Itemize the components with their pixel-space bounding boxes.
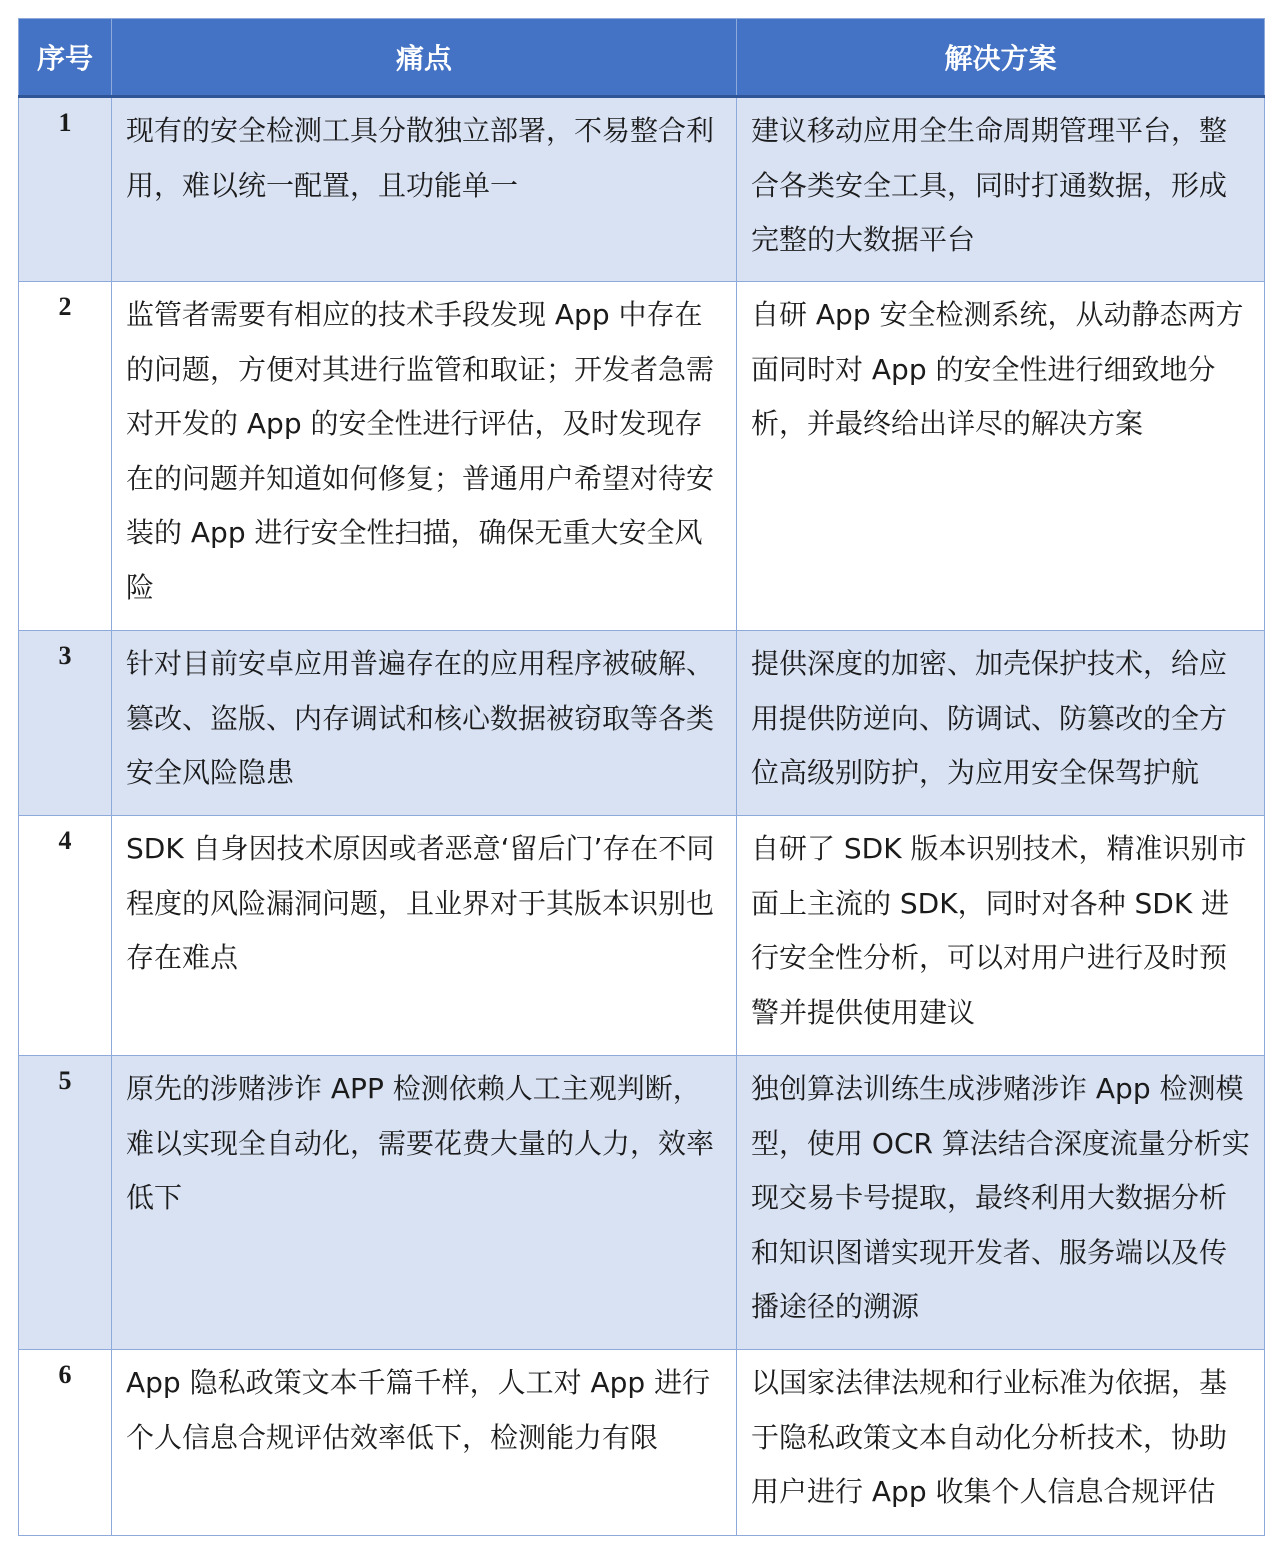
table-row	[19, 282, 1265, 631]
row-number: 5	[19, 1056, 112, 1350]
pain-cell: SDK 自身因技术原因或者恶意‘留后门’存在不同程度的风险漏洞问题，且业界对于其版本识别也存在难点	[112, 816, 737, 1056]
row-number: 1	[19, 97, 112, 282]
pain-solution-table	[18, 18, 1265, 1536]
table-container	[18, 18, 1264, 1536]
solution-cell: 自研了 SDK 版本识别技术，精准识别市面上主流的 SDK，同时对各种 SDK 进行安全性分析，可以对用户进行及时预警并提供使用建议	[737, 816, 1265, 1056]
pain-cell: 现有的安全检测工具分散独立部署，不易整合利用，难以统一配置，且功能单一	[112, 97, 737, 282]
row-number: 4	[19, 816, 112, 1056]
row-number: 6	[19, 1350, 112, 1536]
pain-cell: 监管者需要有相应的技术手段发现 App 中存在的问题，方便对其进行监管和取证；开发者急需对开发的 App 的安全性进行评估，及时发现存在的问题并知道如何修复；普通用户希望对待安装的 App 进行安全性扫描，确保无重大安全风险	[112, 282, 737, 631]
pain-cell: 原先的涉赌涉诈 APP 检测依赖人工主观判断，难以实现全自动化，需要花费大量的人力，效率低下	[112, 1056, 737, 1350]
table-row	[19, 631, 1265, 816]
solution-cell: 以国家法律法规和行业标准为依据，基于隐私政策文本自动化分析技术，协助用户进行 App 收集个人信息合规评估	[737, 1350, 1265, 1536]
table-header-row	[19, 19, 1265, 97]
table-row	[19, 1056, 1265, 1350]
pain-cell: 针对目前安卓应用普遍存在的应用程序被破解、篡改、盗版、内存调试和核心数据被窃取等各类安全风险隐患	[112, 631, 737, 816]
row-number: 3	[19, 631, 112, 816]
header-no: 序号	[19, 19, 112, 97]
header-solution: 解决方案	[737, 19, 1265, 97]
solution-cell: 独创算法训练生成涉赌涉诈 App 检测模型，使用 OCR 算法结合深度流量分析实现交易卡号提取，最终利用大数据分析和知识图谱实现开发者、服务端以及传播途径的溯源	[737, 1056, 1265, 1350]
table-row	[19, 1350, 1265, 1536]
solution-cell: 提供深度的加密、加壳保护技术，给应用提供防逆向、防调试、防篡改的全方位高级别防护，为应用安全保驾护航	[737, 631, 1265, 816]
table-row	[19, 97, 1265, 282]
header-pain: 痛点	[112, 19, 737, 97]
row-number: 2	[19, 282, 112, 631]
solution-cell: 建议移动应用全生命周期管理平台，整合各类安全工具，同时打通数据，形成完整的大数据平台	[737, 97, 1265, 282]
table-row	[19, 816, 1265, 1056]
solution-cell: 自研 App 安全检测系统，从动静态两方面同时对 App 的安全性进行细致地分析，并最终给出详尽的解决方案	[737, 282, 1265, 631]
pain-cell: App 隐私政策文本千篇千样，人工对 App 进行个人信息合规评估效率低下，检测能力有限	[112, 1350, 737, 1536]
